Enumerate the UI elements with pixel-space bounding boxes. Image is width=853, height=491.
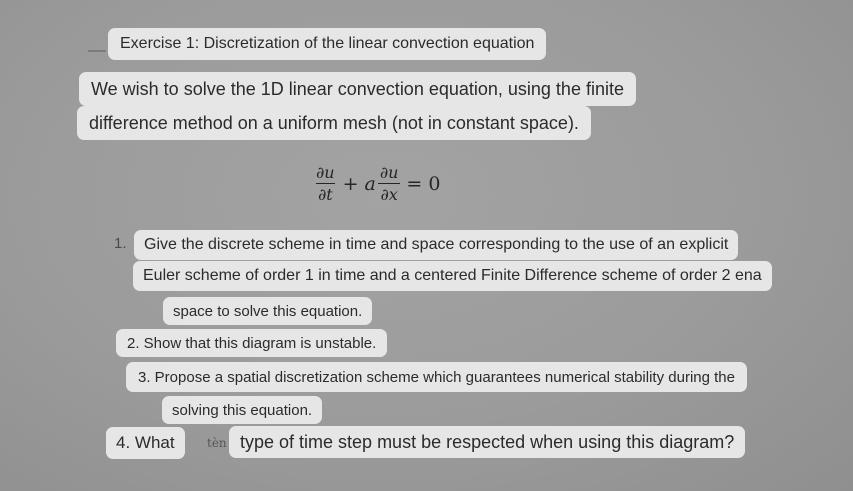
intro-line-2: difference method on a uniform mesh (not in constant space). xyxy=(77,106,591,140)
question-3-line-2: solving this equation. xyxy=(162,396,322,424)
question-4-stray-text: tèn xyxy=(207,436,227,450)
velocity-coefficient: a xyxy=(364,172,376,195)
exercise-title: Exercise 1: Discretization of the linear convection equation xyxy=(108,28,546,60)
intro-line-1: We wish to solve the 1D linear convection equation, using the finite xyxy=(79,72,636,106)
convection-equation xyxy=(314,163,440,204)
question-1-line-1: Give the discrete scheme in time and space corresponding to the use of an explicit xyxy=(134,230,738,260)
question-1-line-3: space to solve this equation. xyxy=(163,297,372,325)
question-4-text: type of time step must be respected when using this diagram? xyxy=(229,426,745,458)
time-derivative-numerator: ∂u xyxy=(316,163,335,182)
time-derivative-denominator: ∂t xyxy=(317,185,333,204)
right-hand-side: 0 xyxy=(428,172,441,195)
space-derivative xyxy=(378,163,401,204)
question-1-number: 1. xyxy=(114,235,127,252)
time-derivative xyxy=(314,163,337,204)
divider-mark xyxy=(88,50,106,52)
plus-sign: + xyxy=(342,172,359,195)
question-1-line-2: Euler scheme of order 1 in time and a centered Finite Difference scheme of order 2 ena xyxy=(133,261,772,291)
equals-sign: = xyxy=(406,172,423,195)
space-derivative-numerator: ∂u xyxy=(379,163,399,182)
question-3-line-1: 3. Propose a spatial discretization scheme which guarantees numerical stability during the xyxy=(126,362,747,392)
question-4-number: 4. What xyxy=(106,427,185,459)
space-derivative-denominator: ∂x xyxy=(380,185,398,204)
question-2: 2. Show that this diagram is unstable. xyxy=(116,329,387,357)
